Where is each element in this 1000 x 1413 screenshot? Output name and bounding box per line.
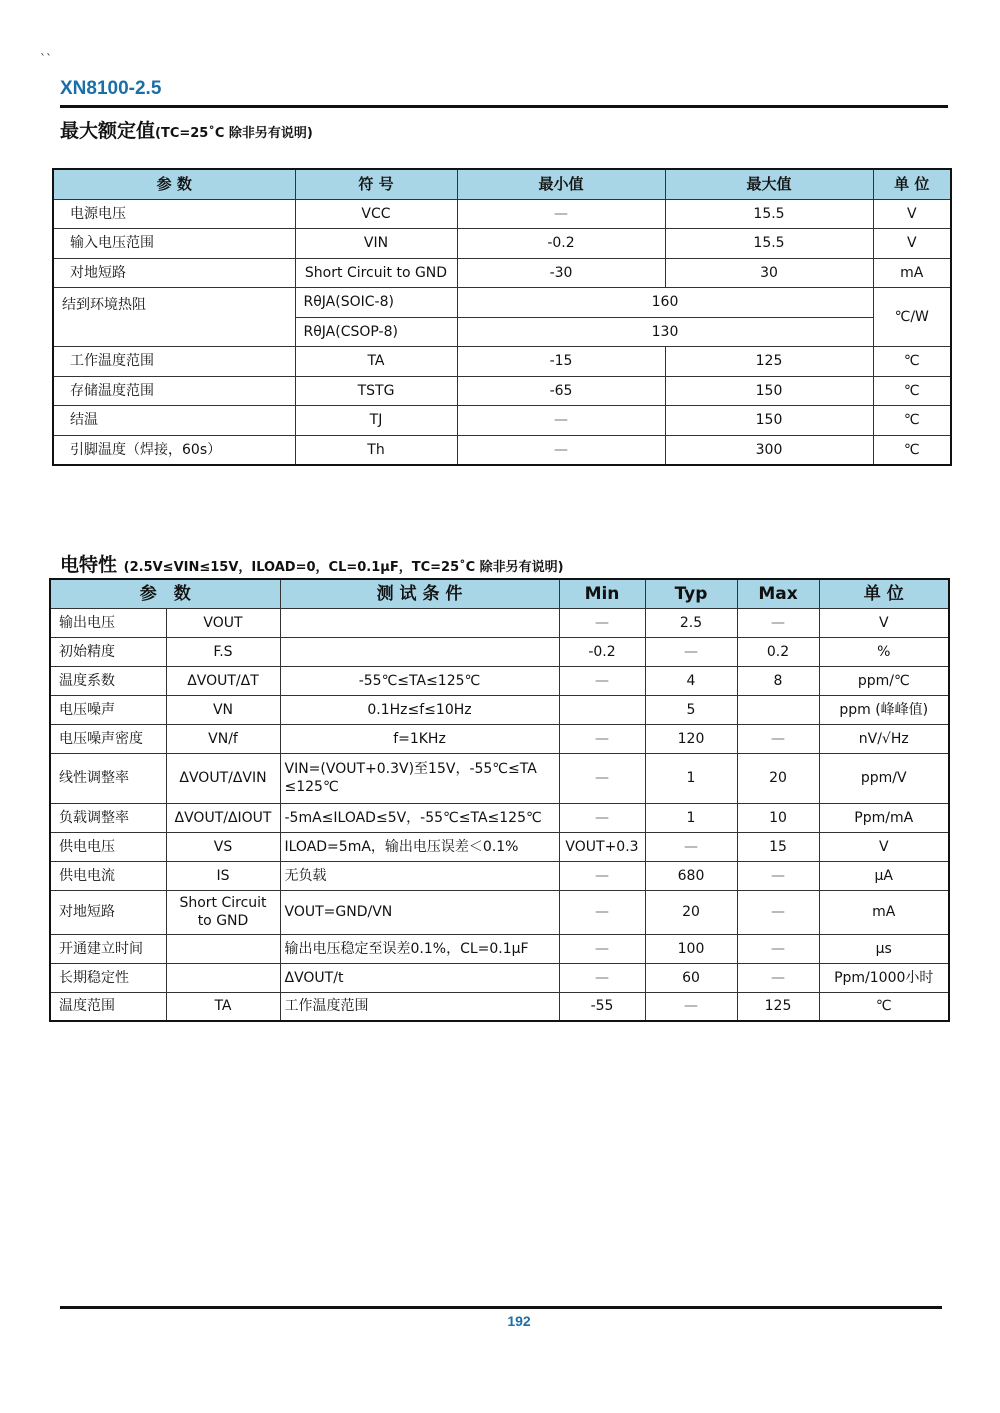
max-cell: 30 bbox=[665, 258, 873, 288]
symbol-cell: IS bbox=[166, 861, 280, 890]
condition-cell: VIN=(VOUT+0.3V)至15V，-55℃≤TA ≤125℃ bbox=[280, 753, 559, 803]
unit-cell: mA bbox=[873, 258, 951, 288]
max-cell: 150 bbox=[665, 376, 873, 406]
elec-header-row bbox=[50, 579, 949, 608]
symbol-cell: Short Circuit to GND bbox=[295, 258, 457, 288]
condition-cell: -55℃≤TA≤125℃ bbox=[280, 666, 559, 695]
symbol-cell: TA bbox=[166, 992, 280, 1021]
symbol-cell: VCC bbox=[295, 199, 457, 229]
unit-cell: ℃ bbox=[873, 347, 951, 377]
symbol-cell: ΔVOUT/ΔT bbox=[166, 666, 280, 695]
symbol-cell: VIN bbox=[295, 229, 457, 259]
abs-max-table bbox=[52, 168, 952, 466]
min-cell: -30 bbox=[457, 258, 665, 288]
unit-cell: ℃ bbox=[873, 406, 951, 436]
min-cell: -0.2 bbox=[457, 229, 665, 259]
unit-cell: ℃/W bbox=[873, 288, 951, 347]
unit-cell: ppm/V bbox=[819, 753, 949, 803]
min-cell: — bbox=[559, 934, 645, 963]
symbol-cell: VS bbox=[166, 832, 280, 861]
col-header: Min bbox=[559, 579, 645, 608]
condition-cell: 无负载 bbox=[280, 861, 559, 890]
table-row bbox=[53, 258, 951, 288]
table-row bbox=[53, 199, 951, 229]
condition-cell: ΔVOUT/t bbox=[280, 963, 559, 992]
min-cell bbox=[559, 695, 645, 724]
param-cell: 存储温度范围 bbox=[53, 376, 295, 406]
param-cell: 负载调整率 bbox=[50, 803, 166, 832]
typ-cell: 120 bbox=[645, 724, 737, 753]
min-cell: — bbox=[559, 963, 645, 992]
unit-cell: nV/√Hz bbox=[819, 724, 949, 753]
condition-cell: 输出电压稳定至误差0.1%，CL=0.1μF bbox=[280, 934, 559, 963]
unit-cell: ppm (峰峰值) bbox=[819, 695, 949, 724]
table-row bbox=[50, 608, 949, 637]
elec-title: 电特性 bbox=[60, 554, 118, 576]
symbol-cell: TSTG bbox=[295, 376, 457, 406]
min-cell: -0.2 bbox=[559, 637, 645, 666]
typ-cell: 2.5 bbox=[645, 608, 737, 637]
table-row bbox=[50, 666, 949, 695]
table-row bbox=[50, 992, 949, 1021]
elec-table bbox=[49, 578, 950, 1022]
typ-cell: 5 bbox=[645, 695, 737, 724]
max-cell: — bbox=[737, 724, 819, 753]
max-cell: 10 bbox=[737, 803, 819, 832]
header-rule bbox=[60, 105, 948, 108]
table-row bbox=[50, 861, 949, 890]
param-cell: 温度系数 bbox=[50, 666, 166, 695]
max-cell: — bbox=[737, 608, 819, 637]
table-row bbox=[50, 803, 949, 832]
unit-cell: μA bbox=[819, 861, 949, 890]
table-row bbox=[53, 288, 951, 318]
abs-max-heading bbox=[60, 116, 313, 143]
max-cell: — bbox=[737, 861, 819, 890]
min-cell: — bbox=[457, 406, 665, 436]
max-cell: 20 bbox=[737, 753, 819, 803]
param-cell: 开通建立时间 bbox=[50, 934, 166, 963]
condition-cell: VOUT=GND/VN bbox=[280, 890, 559, 934]
condition-cell: 0.1Hz≤f≤10Hz bbox=[280, 695, 559, 724]
unit-cell: μs bbox=[819, 934, 949, 963]
symbol-cell: F.S bbox=[166, 637, 280, 666]
typ-cell: 1 bbox=[645, 803, 737, 832]
page-number: 192 bbox=[507, 1313, 531, 1329]
unit-cell: V bbox=[873, 199, 951, 229]
table-row bbox=[50, 963, 949, 992]
param-cell: 输入电压范围 bbox=[53, 229, 295, 259]
table-row bbox=[50, 890, 949, 934]
typ-cell: — bbox=[645, 992, 737, 1021]
unit-cell: V bbox=[819, 832, 949, 861]
unit-cell: Ppm/mA bbox=[819, 803, 949, 832]
table-row bbox=[50, 724, 949, 753]
condition-cell bbox=[280, 637, 559, 666]
min-cell: -55 bbox=[559, 992, 645, 1021]
max-cell: 15.5 bbox=[665, 229, 873, 259]
col-header: 最大值 bbox=[665, 169, 873, 199]
max-cell bbox=[737, 695, 819, 724]
col-header: Typ bbox=[645, 579, 737, 608]
max-cell: 8 bbox=[737, 666, 819, 695]
param-cell: 引脚温度（焊接，60s） bbox=[53, 435, 295, 465]
max-cell: 150 bbox=[665, 406, 873, 436]
unit-cell: mA bbox=[819, 890, 949, 934]
max-cell: 125 bbox=[737, 992, 819, 1021]
min-cell: — bbox=[559, 803, 645, 832]
unit-cell: V bbox=[873, 229, 951, 259]
param-cell: 供电电流 bbox=[50, 861, 166, 890]
param-cell: 结到环境热阻 bbox=[53, 288, 295, 347]
symbol-cell bbox=[166, 963, 280, 992]
value-cell: 160 bbox=[457, 288, 873, 318]
max-cell: 15.5 bbox=[665, 199, 873, 229]
param-cell: 电压噪声 bbox=[50, 695, 166, 724]
param-cell: 温度范围 bbox=[50, 992, 166, 1021]
param-cell: 结温 bbox=[53, 406, 295, 436]
max-cell: 125 bbox=[665, 347, 873, 377]
param-cell: 电压噪声密度 bbox=[50, 724, 166, 753]
symbol-cell bbox=[166, 934, 280, 963]
unit-cell: V bbox=[819, 608, 949, 637]
table-row bbox=[50, 695, 949, 724]
symbol-cell: Th bbox=[295, 435, 457, 465]
typ-cell: 4 bbox=[645, 666, 737, 695]
table-row bbox=[53, 435, 951, 465]
condition-cell: f=1KHz bbox=[280, 724, 559, 753]
param-cell: 线性调整率 bbox=[50, 753, 166, 803]
typ-cell: 100 bbox=[645, 934, 737, 963]
min-cell: — bbox=[457, 435, 665, 465]
value-cell: 130 bbox=[457, 317, 873, 347]
param-cell: 电源电压 bbox=[53, 199, 295, 229]
min-cell: -65 bbox=[457, 376, 665, 406]
symbol-cell: RθJA(CSOP-8) bbox=[295, 317, 457, 347]
max-cell: 15 bbox=[737, 832, 819, 861]
symbol-cell: VN/f bbox=[166, 724, 280, 753]
max-cell: 0.2 bbox=[737, 637, 819, 666]
table-row bbox=[50, 637, 949, 666]
min-cell: — bbox=[457, 199, 665, 229]
model-number: XN8100-2.5 bbox=[60, 78, 162, 99]
param-cell: 长期稳定性 bbox=[50, 963, 166, 992]
table-row bbox=[53, 406, 951, 436]
typ-cell: 60 bbox=[645, 963, 737, 992]
max-cell: — bbox=[737, 934, 819, 963]
typ-cell: — bbox=[645, 637, 737, 666]
condition-cell: 工作温度范围 bbox=[280, 992, 559, 1021]
table-row bbox=[50, 753, 949, 803]
col-header: 单 位 bbox=[873, 169, 951, 199]
col-header: 符 号 bbox=[295, 169, 457, 199]
param-cell: 工作温度范围 bbox=[53, 347, 295, 377]
unit-cell: Ppm/1000小时 bbox=[819, 963, 949, 992]
typ-cell: 1 bbox=[645, 753, 737, 803]
condition-cell bbox=[280, 608, 559, 637]
col-header: Max bbox=[737, 579, 819, 608]
min-cell: — bbox=[559, 724, 645, 753]
unit-cell: ℃ bbox=[873, 435, 951, 465]
table-row bbox=[53, 376, 951, 406]
param-cell: 输出电压 bbox=[50, 608, 166, 637]
col-header: 参 数 bbox=[50, 579, 280, 608]
symbol-cell: Short Circuit to GND bbox=[166, 890, 280, 934]
table-row bbox=[53, 229, 951, 259]
table-row bbox=[53, 347, 951, 377]
col-header: 参 数 bbox=[53, 169, 295, 199]
symbol-cell: TJ bbox=[295, 406, 457, 436]
unit-cell: % bbox=[819, 637, 949, 666]
typ-cell: — bbox=[645, 832, 737, 861]
param-cell: 对地短路 bbox=[53, 258, 295, 288]
typ-cell: 20 bbox=[645, 890, 737, 934]
param-cell: 供电电压 bbox=[50, 832, 166, 861]
symbol-cell: ΔVOUT/ΔVIN bbox=[166, 753, 280, 803]
condition-cell: -5mA≤ILOAD≤5V，-55℃≤TA≤125℃ bbox=[280, 803, 559, 832]
min-cell: — bbox=[559, 890, 645, 934]
symbol-cell: ΔVOUT/ΔIOUT bbox=[166, 803, 280, 832]
max-cell: — bbox=[737, 890, 819, 934]
elec-heading bbox=[60, 550, 564, 577]
max-cell: 300 bbox=[665, 435, 873, 465]
col-header: 测 试 条 件 bbox=[280, 579, 559, 608]
min-cell: -15 bbox=[457, 347, 665, 377]
param-cell: 对地短路 bbox=[50, 890, 166, 934]
unit-cell: ppm/℃ bbox=[819, 666, 949, 695]
min-cell: — bbox=[559, 861, 645, 890]
typ-cell: 680 bbox=[645, 861, 737, 890]
footer-rule bbox=[60, 1306, 942, 1309]
corner-marks: `` bbox=[40, 52, 52, 66]
param-cell: 初始精度 bbox=[50, 637, 166, 666]
elec-condition: (2.5V≤VIN≤15V，ILOAD=0，CL=0.1μF，TC=25˚C 除非另有说明) bbox=[123, 560, 564, 575]
symbol-cell: TA bbox=[295, 347, 457, 377]
min-cell: — bbox=[559, 608, 645, 637]
col-header: 单 位 bbox=[819, 579, 949, 608]
abs-max-title: 最大额定值 bbox=[60, 120, 156, 142]
min-cell: VOUT+0.3 bbox=[559, 832, 645, 861]
unit-cell: ℃ bbox=[819, 992, 949, 1021]
abs-max-condition: (TC=25˚C 除非另有说明) bbox=[155, 126, 313, 141]
symbol-cell: VN bbox=[166, 695, 280, 724]
table-row bbox=[50, 832, 949, 861]
min-cell: — bbox=[559, 666, 645, 695]
symbol-cell: VOUT bbox=[166, 608, 280, 637]
abs-max-header-row bbox=[53, 169, 951, 199]
max-cell: — bbox=[737, 963, 819, 992]
col-header: 最小值 bbox=[457, 169, 665, 199]
symbol-cell: RθJA(SOIC-8) bbox=[295, 288, 457, 318]
min-cell: — bbox=[559, 753, 645, 803]
unit-cell: ℃ bbox=[873, 376, 951, 406]
condition-cell: ILOAD=5mA，输出电压误差＜0.1% bbox=[280, 832, 559, 861]
table-row bbox=[50, 934, 949, 963]
